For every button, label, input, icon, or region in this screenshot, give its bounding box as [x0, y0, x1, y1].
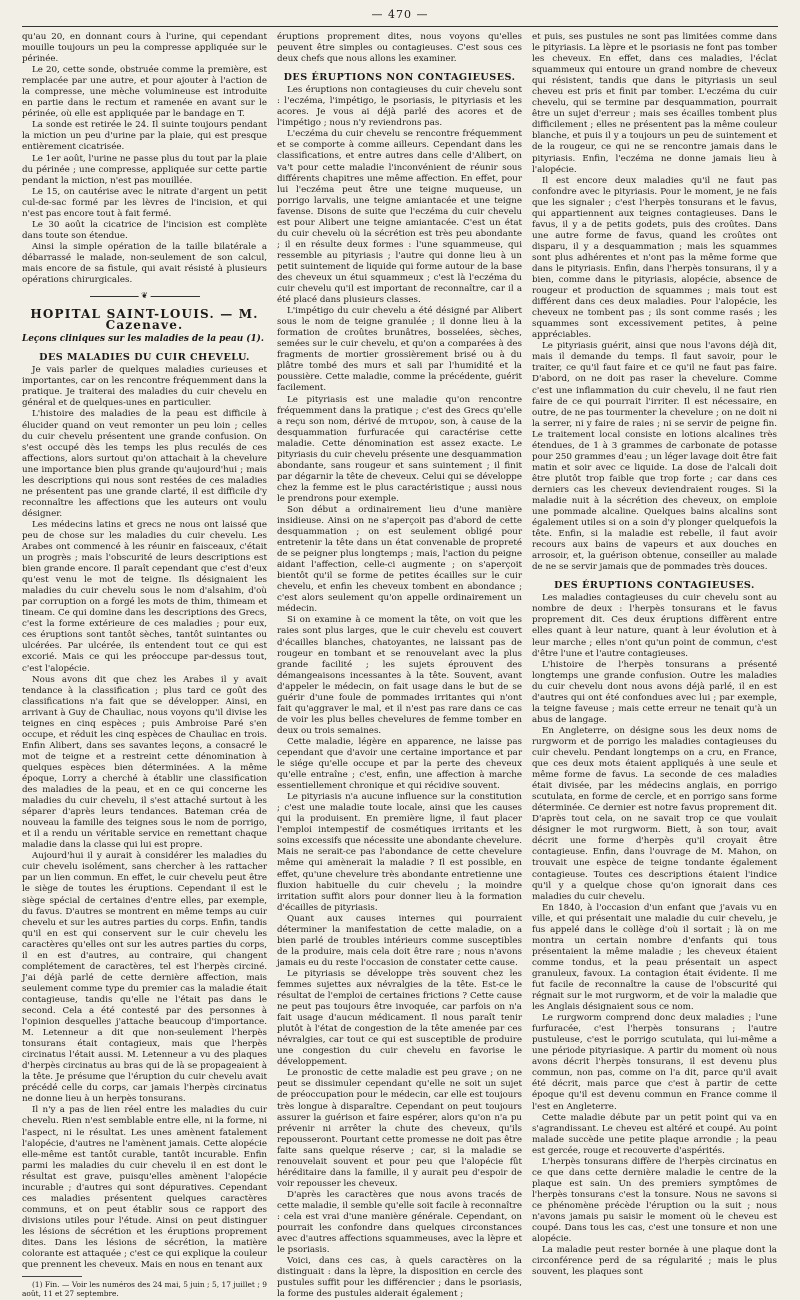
- footnote-rule: [22, 1276, 82, 1277]
- paragraph: Cette maladie débute par un petit point qui va en s'agrandissant. Le cheveu est altéré et coupé. Au point malade succède une petite plaque arrondie ; la peau est gercée, rouge et recouverte d'aspérités.: [532, 1112, 777, 1156]
- paragraph: L'eczéma du cuir chevelu se rencontre fréquemment et se comporte à comme ailleurs. Cependant dans les classifications, et entre autres dans celle d'Alibert, on va't pour cette maladie l'inconvénient de réunir sous différents chapitres une même affection. En effet, pour lui l'eczéma peut être une teigne muqueuse, un porrigo larvalis, une teigne amiantacée et une teigne favense. Disons de suite que l'eczéma du cuir chevelu est pour Alibert une teigne amiantacée. C'est un état du cuir chevelu où la sécrétion est très peu abondante ; il en résulte deux formes : l'une squammeuse, qui ressemble au pityriasis ; l'autre qui donne lieu à un petit suintement de liquide qui forme autour de la base des cheveux un étui squammeux ; c'est là l'eczéma du cuir chevelu qu'il est important de reconnaître, car il a été placé dans plusieurs classes.: [277, 129, 522, 306]
- paragraph: Si on examine à ce moment la tête, on voit que les raies sont plus larges, que le cuir chevelu est couvert d'écailles blanches, chatoyantes, ne laissant pas de rougeur en tombant et se renouvelant avec la plus grande facilité ; les sujets éprouvent des démangeaisons incessantes à la tête. Souvent, avant d'appeler le médecin, on fait usage dans le but de se guérir d'une foule de pommades irritantes qui n'ont fait qu'aggraver le mal, et il n'est pas rare dans ce cas de voir les plus belles chevelures de femme tomber en deux ou trois semaines.: [277, 615, 522, 736]
- column-left: [22, 32, 267, 1299]
- paragraph: Cette maladie, légère en apparence, ne laisse pas cependant que d'avoir une certaine importance et par le siége qu'elle occupe et par la perte des cheveux qu'elle entraîne ; c'est, enfin, une affection à marche essentiellement chronique et qui récidive souvent.: [277, 736, 522, 792]
- column-middle: [277, 32, 522, 1300]
- paragraph: L'histoire de l'herpès tonsurans a présenté longtemps une grande confusion. Outre les maladies du cuir chevelu dont nous avons déjà parlé, il en est d'autres qui ont été confondues avec lui ; par exemple, la teigne faveuse ; mais cette erreur ne tenait qu'à un abus de langage.: [532, 659, 777, 725]
- paragraph: L'herpès tonsurans diffère de l'herpès circinatus en ce que dans cette dernière maladie le centre de la plaque est sain. Un des premiers symptômes de l'herpès tonsurans c'est la tonsure. Nous ne savons si ce phénomène précède l'éruption ou la suit ; nous n'avons jamais pu saisir le moment où le cheveu est coupé. Dans tous les cas, c'est une tonsure et non une alopécie.: [532, 1156, 777, 1245]
- paragraph: Son début a ordinairement lieu d'une manière insidieuse. Ainsi on ne s'aperçoit pas d'abord de cette desquammation ; on est seulement obligé pour entretenir la tête dans un état convenable de propreté de se peigner plus longtemps ; mais, l'action du peigne aidant l'affection, celle-ci augmente ; on s'aperçoit bientôt qu'il se forme de petites écailles sur le cuir chevelu, et enfin les cheveux tombent en abondance ; c'est alors seulement qu'on appelle ordinairement un médecin.: [277, 504, 522, 615]
- paragraph: L'impétigo du cuir chevelu a été désigné par Alibert sous le nom de teigne granulée ; il donne lieu à la formation de croûtes brunâtres, bosselées, sèches, semées sur le cuir chevelu, et qu'on a comparées à des fragments de mortier grossièrement brisé ou à du plâtre tombé des murs et sali par l'humidité et la poussière. Cette maladie, comme la précédente, guérit facilement.: [277, 306, 522, 394]
- paragraph: Les maladies contagieuses du cuir chevelu sont au nombre de deux : l'herpès tonsurans et le favus proprement dit. Ces deux éruptions diffèrent entre elles quant à leur nature, quant à leur évolution et à leur marche ; elles n'ont qu'un point de commun, c'est d'être l'une et l'autre contagieuses.: [532, 593, 777, 659]
- lessons-heading: Leçons cliniques sur les maladies de la peau (1).: [22, 334, 264, 345]
- paragraph: Il n'y a pas de lien réel entre les maladies du cuir chevelu. Rien n'est semblable entre elle, ni la forme, ni l'aspect, ni le résultat. Les unes amènent fatalement l'alopécie, d'autres ne l'amènent jamais. Cette alopécie elle-même est tantôt curable, tantôt incurable. Enfin parmi les maladies du cuir chevelu il en est dont le résultat est grave, puisqu'elles amènent l'alopécie incurable ; d'autres qui sont dépuratives. Cependant ces maladies présentent quelques caractères communs, et on peut établir sous ce rapport des divisions utiles pour l'étude. Ainsi on peut distinguer les lésions de sécrétion et les éruptions proprement dites. Dans les lésions de sécrétion, la matière colorante est attaquée ; c'est ce qui explique la couleur que prennent les cheveux. Mais en nous en tenant aux: [22, 1105, 267, 1271]
- paragraph: Le 30 août la cicatrice de l'incision est complète dans toute son étendue.: [22, 219, 267, 241]
- paragraph: qu'au 20, en donnant cours à l'urine, qui cependant mouille toujours un peu la compresse appliquée sur le périnée.: [22, 32, 267, 65]
- section-heading: DES ÉRUPTIONS CONTAGIEUSES.: [554, 580, 755, 592]
- paragraph: Voici, dans ces cas, à quels caractères on la distinguait : dans la lèpre, la disposition en cercle des pustules suffit pour les différencier ; dans le psoriasis, la forme des pustules aiderait également ;: [277, 1256, 522, 1300]
- column-right: [532, 32, 777, 1278]
- paragraph: Les éruptions non contagieuses du cuir chevelu sont : l'eczéma, l'impétigo, le psoriasis, le pityriasis et les acores. Je vous ai déjà parlé des acores et de l'impétigo ; nous n'y reviendrons pas.: [277, 85, 522, 129]
- paragraph: Le 1er août, l'urine ne passe plus du tout par la plaie du périnée ; une compresse, appliquée sur cette partie pendant la miction, n'est pas mouillée.: [22, 153, 267, 186]
- paragraph: D'après les caractères que nous avons tracés de cette maladie, il semble qu'elle soit facile à reconnaître : cela est vrai d'une manière générale. Cependant, on pourrait les confondre dans quelques circonstances avec d'autres affections squammeuses, avec la lèpre et le psoriasis.: [277, 1189, 522, 1256]
- section-heading: DES ÉRUPTIONS NON CONTAGIEUSES.: [283, 72, 516, 84]
- hospital-heading: HOPITAL SAINT-LOUIS. — M. Cazenave.: [30, 307, 259, 333]
- section-divider: ❦: [90, 291, 200, 301]
- paragraph: Le pronostic de cette maladie est peu grave ; on ne peut se dissimuler cependant qu'elle ne soit un sujet de préoccupation pour le médecin, car elle est toujours très longue à disparaître. Cependant on peut toujours assurer la guérison et faire espérer, alors qu'on n'a pu prévenir ni arrêter la chute des cheveux, qu'ils repousseront. Pourtant cette promesse ne doit pas être faite sans quelque réserve ; car, si la maladie se renouvelait souvent et pour peu que l'alopécie fût héréditaire dans la famille, il y aurait peu d'espoir de voir repousser les cheveux.: [277, 1068, 522, 1189]
- paragraph: La sonde est retirée le 24. Il suinte toujours pendant la miction un peu d'urine par la plaie, qui est presque entièrement cicatrisée.: [22, 120, 267, 153]
- paragraph: éruptions proprement dites, nous voyons qu'elles peuvent être simples ou contagieuses. C'est sous ces deux chefs que nous allons les examiner.: [277, 32, 522, 65]
- paragraph: Nous avons dit que chez les Arabes il y avait tendance à la classification ; plus tard ce goût des classifications n'a fait que se développer. Ainsi, en arrivant à Guy de Chauliac, nous voyons qu'il divise les teignes en cinq espèces ; puis Ambroise Paré s'en occupe, et réduit les cinq espèces de Chauliac en trois. Enfin Alibert, dans ses savantes leçons, a consacré le mot de teigne et a restreint cette dénomination à quelques espèces bien déterminées. A la même époque, Lorry a cherché à établir une classification des maladies de la peau, et en ce qui concerne les maladies du cuir chevelu, il s'est attaché surtout à les séparer d'après leurs tendances. Bateman créa de nouveau la famille des teignes sous le nom de porrigo, et il a rendu un véritable service en remettant chaque maladie dans la classe qui lui est propre.: [22, 674, 267, 851]
- paragraph: Le pityriasis se développe très souvent chez les femmes sujettes aux névralgies de la tête. Est-ce le résultat de l'emploi de certaines frictions ? Cette cause ne peut pas toujours être invoquée, car parfois on n'a fait usage d'aucun médicament. Il nous paraît tenir plutôt à l'état de congestion de la tête amenée par ces névralgies, car tout ce qui est susceptible de produire une congestion du cuir chevelu en favorise le développement.: [277, 968, 522, 1068]
- paragraph: Il est encore deux maladies qu'il ne faut pas confondre avec le pityriasis. Pour le moment, je ne fais que les signaler ; c'est l'herpès tonsurans et le favus, qui appartiennent aux teignes contagieuses. Dans le favus, il y a de petits godets, puis des croûtes. Dans une autre forme de favus, quand les croûtes ont disparu, il y a desquammation ; mais les squammes sont plus adhérentes et n'ont pas la même forme que dans le pityriasis. Enfin, dans l'herpès tonsurans, il y a bien, comme dans le pityriasis, alopécie, absence de rougeur et production de squammes ; mais tout est différent dans ces deux maladies. Pour l'alopécie, les cheveux ne tombent pas ; ils sont comme rasés ; les squammes sont excessivement petites, à peine appréciables.: [532, 175, 777, 341]
- footnote: (1) Fin. — Voir les numéros des 24 mai, 5 juin ; 5, 17 juillet ; 9 août, 11 et 27 septembre.: [22, 1280, 267, 1299]
- paragraph: En Angleterre, on désigne sous les deux noms de rurgworm et de porrigo les maladies contagieuses du cuir chevelu. Pendant longtemps on a cru, en France, que ces deux mots étaient appliqués à une seule et même forme de favus. La seconde de ces maladies était divisée, par les médecins anglais, en porrigo scutulata, en forme de cercle, et en porrigo sans forme déterminée. Ce dernier est notre favus proprement dit. D'après tout cela, on ne savait trop ce que voulait désigner le mot rurgworm. Biett, à son tour, avait décrit une forme d'herpès qu'il croyait être contagieuse. Enfin, dans l'ouvrage de M. Mahon, on trouvait une espèce de teigne tondante également contagieuse. Toutes ces descriptions étaient l'indice qu'il y a quelque chose qu'on ignorait dans ces maladies du cuir chevelu.: [532, 725, 777, 902]
- paragraph: et puis, ses pustules ne sont pas limitées comme dans le pityriasis. La lèpre et le psoriasis ne font pas tomber les cheveux. En effet, dans ces maladies, l'éclat squammeux qui entoure un grand nombre de cheveux qui résistent, tandis que dans le pityriasis un seul cheveu est pris et finit par tomber. L'eczéma du cuir chevelu, qui se termine par desquammation, pourrait être un sujet d'erreur ; mais ses écailles tombent plus difficilement ; elles ne présentent pas la même couleur blanche, et puis il y a toujours un peu de suintement et de la rougeur, ce qui ne se rencontre jamais dans le pityriasis. Enfin, l'eczéma ne donne jamais lieu à l'alopécie.: [532, 32, 777, 175]
- paragraph: Les médecins latins et grecs ne nous ont laissé que peu de chose sur les maladies du cuir chevelu. Les Arabes ont commencé à les réunir en faisceaux, c'était un progrès ; mais l'obscurité de leurs descriptions est bien grande encore. Il paraît cependant que c'est d'eux qu'est venu le mot de teigne. Ils désignaient les maladies du cuir chevelu sous le nom d'alsahim, d'où par corruption on a forgé les mots de thim, thimeam et tineam. Ce qui domine dans les descriptions des Grecs, c'est la forme extérieure de ces maladies ; pour eux, ces éruptions sont tantôt sèches, tantôt suintantes ou ulcérées. Par ulcérée, ils entendent tout ce qui est excorié. Mais ce qui les préoccupe par-dessus tout, c'est l'alopécie.: [22, 519, 267, 674]
- paragraph: Le 20, cette sonde, obstruée comme la première, est remplacée par une autre, et pour ajouter à l'action de la compresse, une mèche volumineuse est introduite en partie dans le rectum et ramenée en avant sur le périnée, où elle est appliquée par le bandage en T.: [22, 65, 267, 120]
- paragraph: Je vais parler de quelques maladies curieuses et importantes, car on les rencontre fréquemment dans la pratique. Je traiterai des maladies du cuir chevelu en général et de quelques-unes en particulier.: [22, 365, 267, 409]
- paragraph: Le pityriasis n'a aucune influence sur la constitution ; c'est une maladie toute locale, ainsi que les causes qui la produisent. En première ligne, il faut placer l'emploi intempestif de cosmétiques irritants et les soins excessifs que nécessite une abondante chevelure. Mais ne serait-ce pas l'abondance de cette chevelure même qui amènerait la maladie ? Il est possible, en effet, qu'une chevelure très abondante entretienne une fluxion habituelle du cuir chevelu ; la moindre irritation suffit alors pour donner lieu à la formation d'écailles de pityriasis.: [277, 792, 522, 913]
- paragraph: Le pityriasis est une maladie qu'on rencontre fréquemment dans la pratique ; c'est des Grecs qu'elle a reçu son nom, dérivé de πιτυρον, son, à cause de la desquammation furfuracée qui caractérise cette maladie. Cette dénomination est assez exacte. Le pityriasis du cuir chevelu présente une desquammation abondante, sans rougeur et sans suintement ; il finit par dégarnir la tête de cheveux. Celui qui se développe chez la femme est le plus caractéristique ; aussi nous le prendrons pour exemple.: [277, 394, 522, 504]
- paragraph: Aujourd'hui il y aurait à considérer les maladies du cuir chevelu isolément, sans chercher à les rattacher par un lien commun. En effet, le cuir chevelu peut être le siège de toutes les éruptions. Cependant il est le siège spécial de certaines d'entre elles, par exemple, du favus. D'autres se montrent en même temps au cuir chevelu et sur les autres parties du corps. Enfin, tandis qu'il en est qui conservent sur le cuir chevelu les caractères qu'elles ont sur les autres parties du corps, il en est d'autres, au contraire, qui changent complétement de caractères, tel est l'herpès circiné. J'ai déjà parlé de cette dernière affection, mais seulement comme type du premier cas la maladie était contagieuse, tandis qu'elle ne l'était pas dans le second. Cela a été contesté par des personnes à l'opinion desquelles j'attache beaucoup d'importance. M. Letenneur a dit que non-seulement l'herpès tonsurans était contagieux, mais que l'herpès circinatus l'était aussi. M. Letenneur a vu des plaques d'herpès circinatus au bras qui de là se propageaient à la tête. Je présume que l'éruption du cuir chevelu avait précédé celle du corps, car jamais l'herpès circinatus ne donne lieu à un herpès tonsurans.: [22, 851, 267, 1105]
- paragraph: Le 15, on cautérise avec le nitrate d'argent un petit cul-de-sac formé par les lèvres de l'incision, et qui n'est pas encore tout à fait fermé.: [22, 186, 267, 219]
- paragraph: L'histoire des maladies de la peau est difficile à élucider quand on veut remonter un peu loin ; celles du cuir chevelu présentent une grande confusion. On s'est occupé dès les temps les plus reculés de ces affections, alors surtout qu'on attachait à la chevelure une importance bien plus grande qu'aujourd'hui ; mais les descriptions qui nous sont restées de ces maladies ne présentent pas une grande clarté, il est difficile d'y reconnaître les affections que les auteurs ont voulu désigner.: [22, 409, 267, 519]
- paragraph: Le rurgworm comprend donc deux maladies ; l'une furfuracée, c'est l'herpès tonsurans ; l'autre pustuleuse, c'est le porrigo scutulata, qui lui-même a une période pityriasique. A partir du moment où nous avons décrit l'herpès tonsurans, il est devenu plus commun, non pas, comme on l'a dit, parce qu'il avait été décrit, mais parce que c'est à partir de cette époque qu'il est devenu commun en France comme il l'est en Angleterre.: [532, 1013, 777, 1112]
- page-number: — 470 —: [371, 8, 429, 21]
- paragraph: Ainsi la simple opération de la taille bilatérale a débarrassé le malade, non-seulement de son calcul, mais encore de sa fistule, qui avait résisté à plusieurs opérations chirurgicales.: [22, 241, 267, 286]
- section-heading: DES MALADIES DU CUIR CHEVELU.: [39, 352, 250, 364]
- paragraph: En 1840, à l'occasion d'un enfant que j'avais vu en ville, et qui présentait une maladie du cuir chevelu, je fus appelé dans le collège d'où il sortait ; là on me montra un certain nombre d'enfants qui tous présentaient la même maladie ; les cheveux étaient comme tondus, et la peau présentait un aspect granuleux, favoux. La contagion était évidente. Il me fut facile de reconnaître la cause de l'obscurité qui régnait sur le mot rurgworm, et de voir la maladie que les Anglais désignaient sous ce nom.: [532, 902, 777, 1013]
- paragraph: Le pityriasis guérit, ainsi que nous l'avons déjà dit, mais il demande du temps. Il faut savoir, pour le traiter, ce qu'il faut faire et ce qu'il ne faut pas faire. D'abord, on ne doit pas raser la chevelure. Comme c'est une inflammation du cuir chevelu, il ne faut rien faire de ce qui pourrait l'irriter. Il est nécessaire, en outre, de ne pas tourmenter la chevelure ; on ne doit ni la serrer, ni y faire de raies ; ni se servir de peigne fin. Le traitement local consiste en lotions alcalines très étendues, de 1 à 3 grammes de carbonate de potasse pour 250 grammes d'eau ; un léger lavage doit être fait matin et soir avec ce liquide. La dose de l'alcali doit être plutôt trop faible que trop forte ; car dans ces derniers cas les cheveux deviendraient rouges. Si la maladie nuit à la sécrétion des cheveux, on emploie une pommade alcaline. Quelques bains alcalins sont également utiles si on a soin d'y plonger quelquefois la tête. Enfin, si la maladie est rebelle, il faut avoir recours aux bains de vapeurs et aux douches en arrosoir, et, la guérison obtenue, conseiller au malade de ne se servir jamais que de pommades très douces.: [532, 341, 777, 573]
- paragraph: Quant aux causes internes qui pourraient déterminer la manifestation de cette maladie, on a bien parlé de troubles intérieurs comme susceptibles de la produire, mais cela doit être rare ; nous n'avons jamais eu du reste l'occasion de constater cette cause.: [277, 913, 522, 968]
- paragraph: La maladie peut rester bornée à une plaque dont la circonférence perd de sa régularité ; mais le plus souvent, les plaques sont: [532, 1245, 777, 1278]
- header-rule: [22, 26, 778, 27]
